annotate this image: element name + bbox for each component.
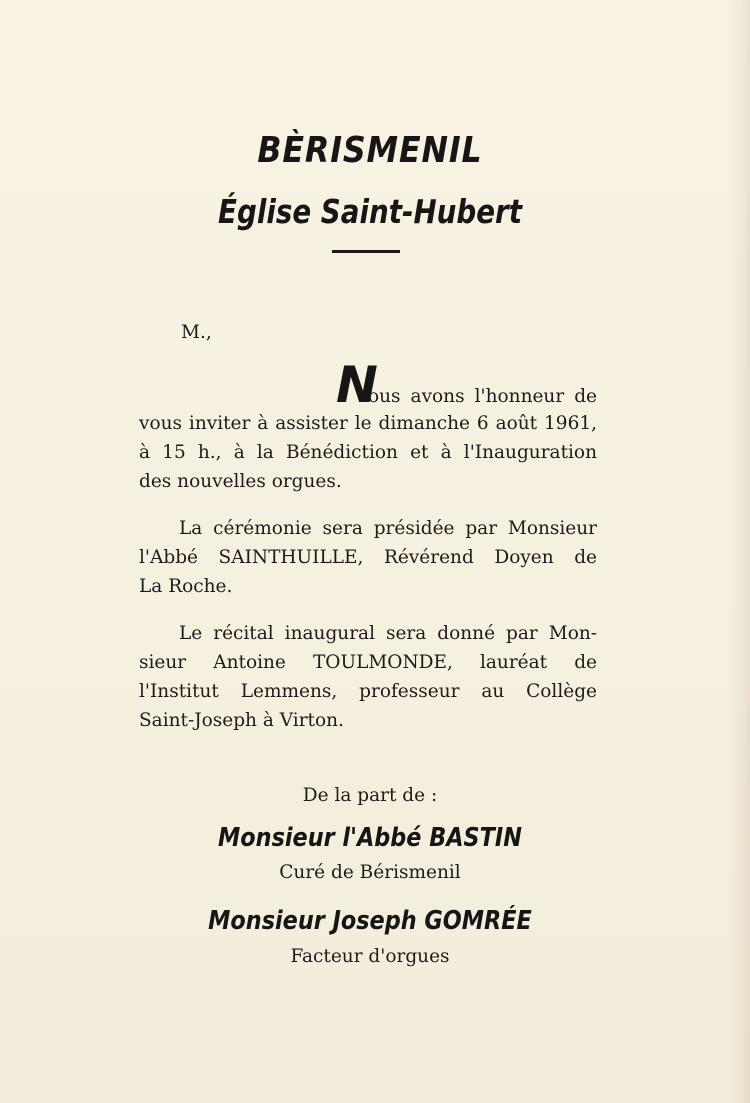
- paper-fold-shadow: [728, 0, 750, 1103]
- paragraph-line: Saint-Joseph à Virton.: [139, 710, 344, 731]
- signer-name-2: Monsieur Joseph GOMRÉE: [208, 906, 532, 936]
- paragraph-recital: [139, 619, 597, 735]
- paragraph-line: La cérémonie sera présidée par Monsieur: [179, 518, 597, 539]
- paragraph-line: sieur Antoine TOULMONDE, lauréat de: [139, 652, 597, 673]
- paragraph-line: l'Institut Lemmens, professeur au Collège: [139, 681, 597, 702]
- paragraph-line: à 15 h., à la Bénédiction et à l'Inauguration: [139, 442, 597, 463]
- paragraph-line: vous inviter à assister le dimanche 6 août 1961,: [139, 413, 597, 434]
- paragraph-ceremony: [139, 514, 597, 601]
- signer-name-1: Monsieur l'Abbé BASTIN: [218, 823, 522, 853]
- paragraph-line: La Roche.: [139, 576, 233, 597]
- signer-role-1: Curé de Bérismenil: [279, 862, 461, 883]
- first-line: ous avons l'honneur de: [368, 386, 597, 407]
- card-title: BÈRISMENIL: [257, 130, 483, 171]
- card-subtitle: Église Saint-Hubert: [218, 192, 522, 231]
- paragraph-invitation: [139, 409, 597, 496]
- signer-role-2: Facteur d'orgues: [290, 946, 450, 967]
- paragraph-line: l'Abbé SAINTHUILLE, Révérend Doyen de: [139, 547, 597, 568]
- paragraph-line: Le récital inaugural sera donné par Mon-: [179, 623, 597, 644]
- drop-cap: N: [336, 356, 378, 414]
- from-label: De la part de :: [302, 785, 438, 806]
- title-divider: [332, 250, 400, 253]
- salutation: M.,: [181, 322, 212, 343]
- paragraph-line: des nouvelles orgues.: [139, 471, 342, 492]
